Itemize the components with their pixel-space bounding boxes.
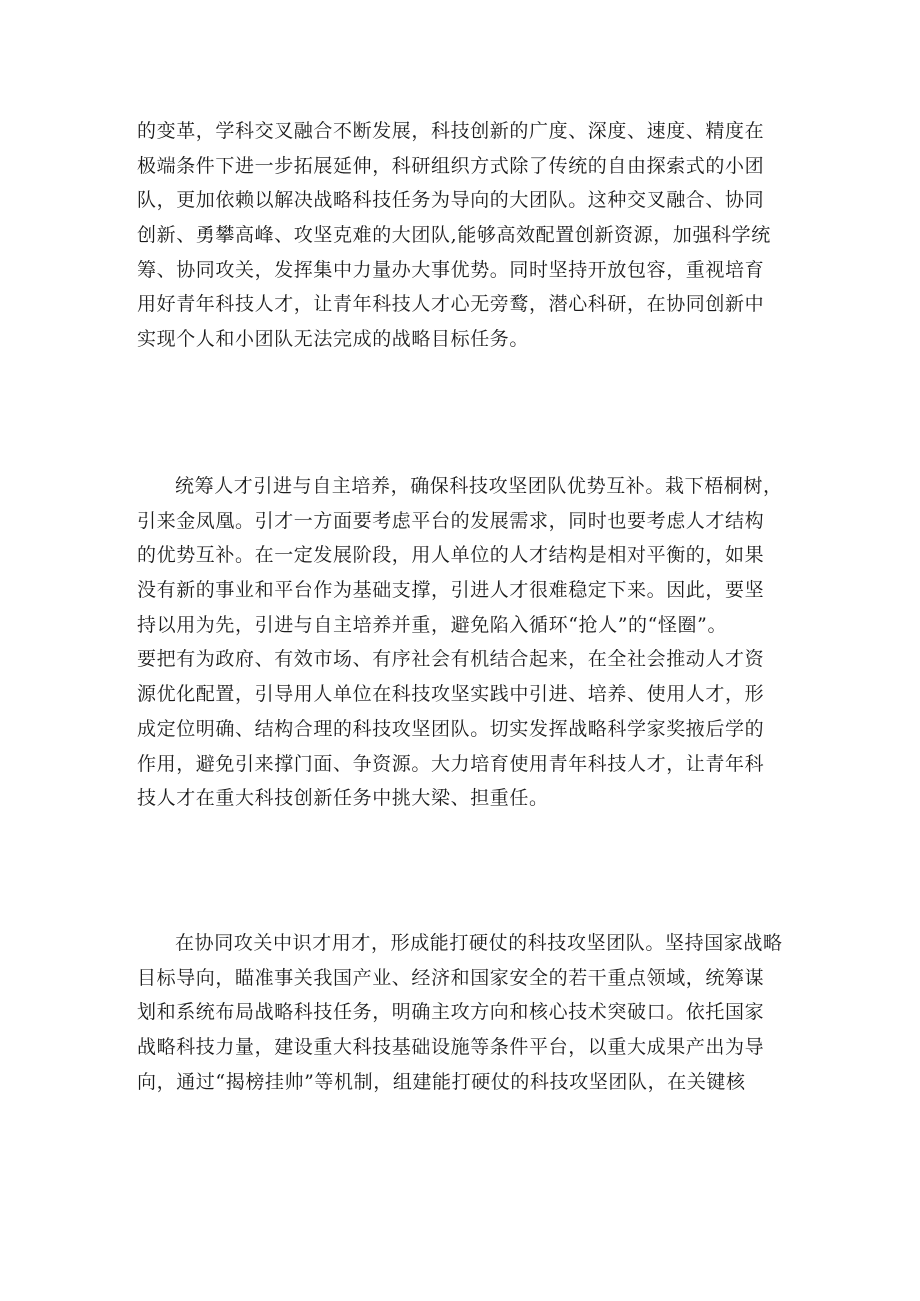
paragraph-line: 向，通过“揭榜挂帅”等机制，组建能打硬仗的科技攻坚团队，在关键核 [137,1070,746,1093]
paragraph-line: 筹、协同攻关，发挥集中力量办大事优势。同时坚持开放包容，重视培育 [137,258,765,281]
paragraph-line: 技人才在重大科技创新任务中挑大梁、担重任。 [137,787,549,810]
paragraph-line-first: 统筹人才引进与自主培养，确保科技攻坚团队优势互补。栽下梧桐树， [175,475,783,497]
paragraph-line: 作用，避免引来撑门面、争资源。大力培育使用青年科技人才，让青年科 [137,752,765,775]
paragraph-line: 的优势互补。在一定发展阶段，用人单位的人才结构是相对平衡的，如果 [137,544,765,567]
paragraph-line: 目标导向，瞄准事关我国产业、经济和国家安全的若干重点领域，统筹谋 [137,966,765,989]
paragraph-line: 引来金凤凰。引才一方面要考虑平台的发展需求，同时也要考虑人才结构 [137,509,765,532]
paragraph-3 [137,926,797,1099]
paragraph-line: 队，更加依赖以解决战略科技任务为导向的大团队。这种交叉融合、协同 [137,189,765,212]
paragraph-line: 持以用为先，引进与自主培养并重，避免陷入循环“抢人”的“怪圈”。 [137,613,728,636]
paragraph-line: 极端条件下进一步拓展延伸，科研组织方式除了传统的自由探索式的小团 [137,154,765,177]
paragraph-line: 没有新的事业和平台作为基础支撑，引进人才很难稳定下来。因此，要坚 [137,579,765,602]
paragraph-line: 的变革，学科交叉融合不断发展，科技创新的广度、深度、速度、精度在 [137,120,765,142]
paragraph-line: 战略科技力量，建设重大科技基础设施等条件平台，以重大成果产出为导 [137,1036,765,1059]
paragraph-1 [137,114,797,357]
paragraph-line-first: 在协同攻关中识才用才，形成能打硬仗的科技攻坚团队。坚持国家战略 [175,932,783,954]
paragraph-line: 用好青年科技人才，让青年科技人才心无旁鹜，潜心科研，在协同创新中 [137,293,765,316]
paragraph-line: 成定位明确、结构合理的科技攻坚团队。切实发挥战略科学家奖掖后学的 [137,717,765,740]
paragraph-line: 创新、勇攀高峰、攻坚克难的大团队,能够高效配置创新资源，加强科学统 [137,224,771,247]
paragraph-line: 实现个人和小团队无法完成的战略目标任务。 [137,328,530,351]
paragraph-line: 划和系统布局战略科技任务，明确主攻方向和核心技术突破口。依托国家 [137,1001,765,1024]
paragraph-line: 要把有为政府、有效市场、有序社会有机结合起来，在全社会推动人才资 [137,648,765,671]
paragraph-2 [137,469,797,816]
paragraph-line: 源优化配置，引导用人单位在科技攻坚实践中引进、培养、使用人才，形 [137,683,765,706]
